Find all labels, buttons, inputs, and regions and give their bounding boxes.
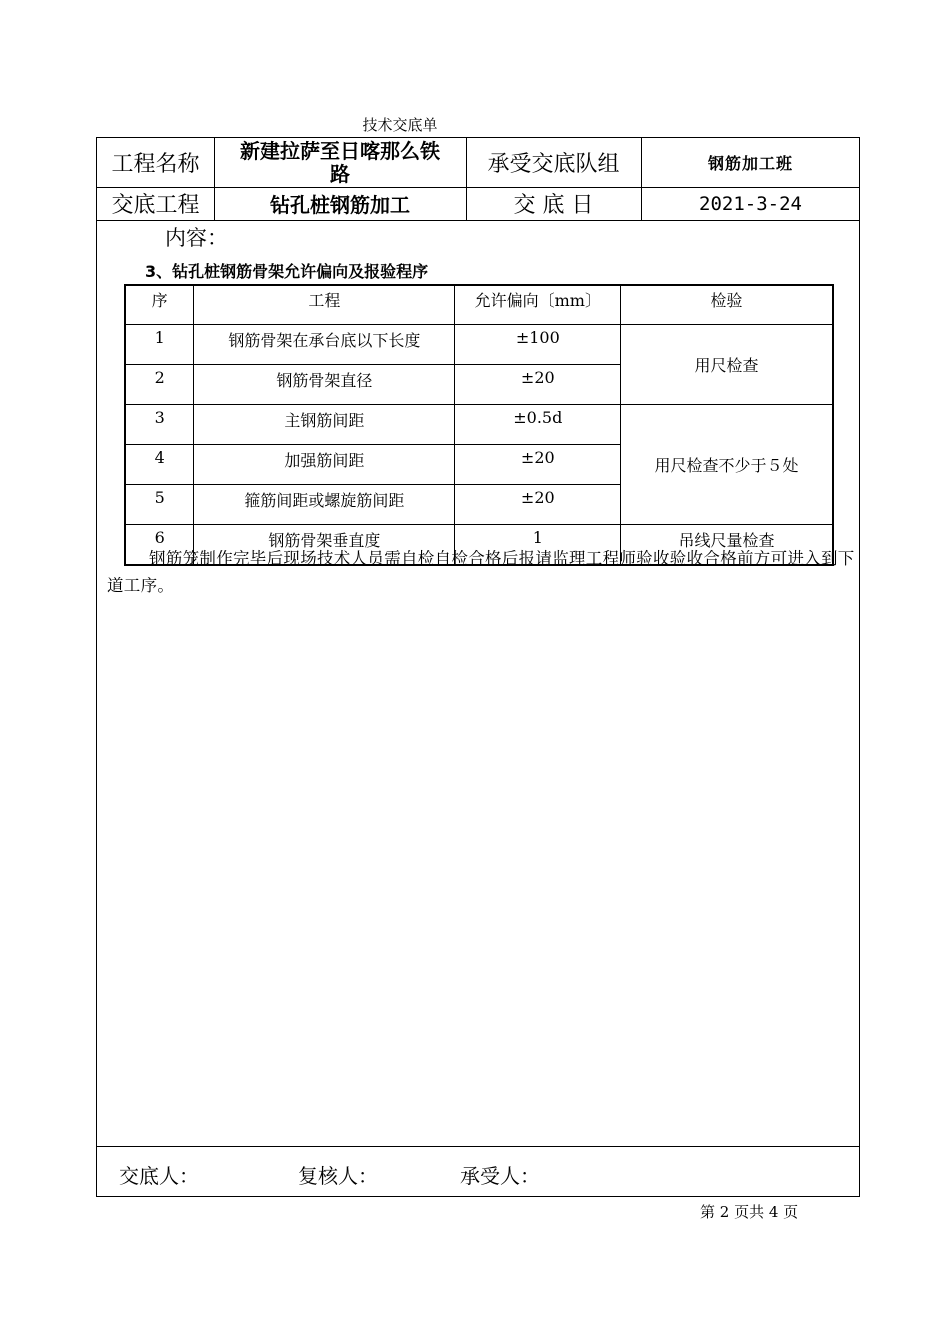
- procedure-note: 钢筋笼制作完毕后现场技术人员需自检自检合格后报请监理工程师验收验收合格前方可进入到下道工序。: [107, 549, 855, 595]
- section-heading: 3、钻孔桩钢筋骨架允许偏向及报验程序: [145, 262, 429, 281]
- row-inspection: 用尺检查不少于５处: [621, 405, 833, 525]
- signature-row: [97, 1148, 859, 1198]
- signature-divider: [97, 1146, 859, 1147]
- row-item: 钢筋骨架直径: [194, 365, 455, 405]
- tolerance-table: [124, 284, 834, 566]
- project-name-line-2: 路: [330, 161, 350, 186]
- work-value: 钻孔桩钢筋加工: [270, 193, 410, 217]
- row-no: 1: [125, 325, 194, 365]
- col-header-no: 序: [125, 285, 194, 325]
- project-name-label: 工程名称: [111, 152, 200, 177]
- page-number: 第 2 页共 4 页: [700, 1203, 799, 1221]
- row-item: 箍筋间距或螺旋筋间距: [194, 485, 455, 525]
- row-no: 4: [125, 445, 194, 485]
- col-header-tolerance: 允许偏向〔mm〕: [455, 285, 621, 325]
- row-inspection: 用尺检查: [621, 325, 833, 405]
- row-tolerance: ±20: [455, 365, 621, 405]
- col-header-inspection: 检验: [621, 285, 833, 325]
- row-no: 2: [125, 365, 194, 405]
- col-header-item: 工程: [194, 285, 455, 325]
- row-item: 加强筋间距: [194, 445, 455, 485]
- row-item: 钢筋骨架在承台底以下长度: [194, 325, 455, 365]
- row-no: 5: [125, 485, 194, 525]
- team-value: 钢筋加工班: [707, 154, 793, 173]
- row-item: 主钢筋间距: [194, 405, 455, 445]
- row-no: 3: [125, 405, 194, 445]
- row-tolerance: ±20: [455, 485, 621, 525]
- content-label: 内容：: [165, 226, 228, 250]
- row-tolerance: ±0.5d: [455, 405, 621, 445]
- handover-form: [96, 137, 860, 1197]
- header-divider-2: [97, 220, 859, 221]
- date-label: 交 底 日: [513, 193, 594, 218]
- table-row: [125, 405, 833, 445]
- receiver-signature-label: 承受人：: [460, 1164, 540, 1188]
- table-row: [125, 325, 833, 365]
- row-inspection: 吊线尺量检查: [621, 525, 833, 566]
- row-tolerance: ±20: [455, 445, 621, 485]
- work-label: 交底工程: [111, 193, 200, 218]
- date-value: 2021-3-24: [699, 192, 802, 215]
- document-title: 技术交底单: [362, 116, 438, 134]
- handover-signature-label: 交底人：: [119, 1164, 199, 1188]
- project-name-line-1: 新建拉萨至日喀那么铁: [240, 138, 440, 163]
- row-no: 6: [125, 525, 194, 566]
- project-name-value: [214, 138, 466, 187]
- row-tolerance: ±100: [455, 325, 621, 365]
- row-tolerance: 1: [455, 525, 621, 566]
- team-label: 承受交底队组: [487, 152, 620, 177]
- row-item: 钢筋骨架垂直度: [194, 525, 455, 566]
- table-header-row: [125, 285, 833, 325]
- reviewer-signature-label: 复核人：: [298, 1164, 378, 1188]
